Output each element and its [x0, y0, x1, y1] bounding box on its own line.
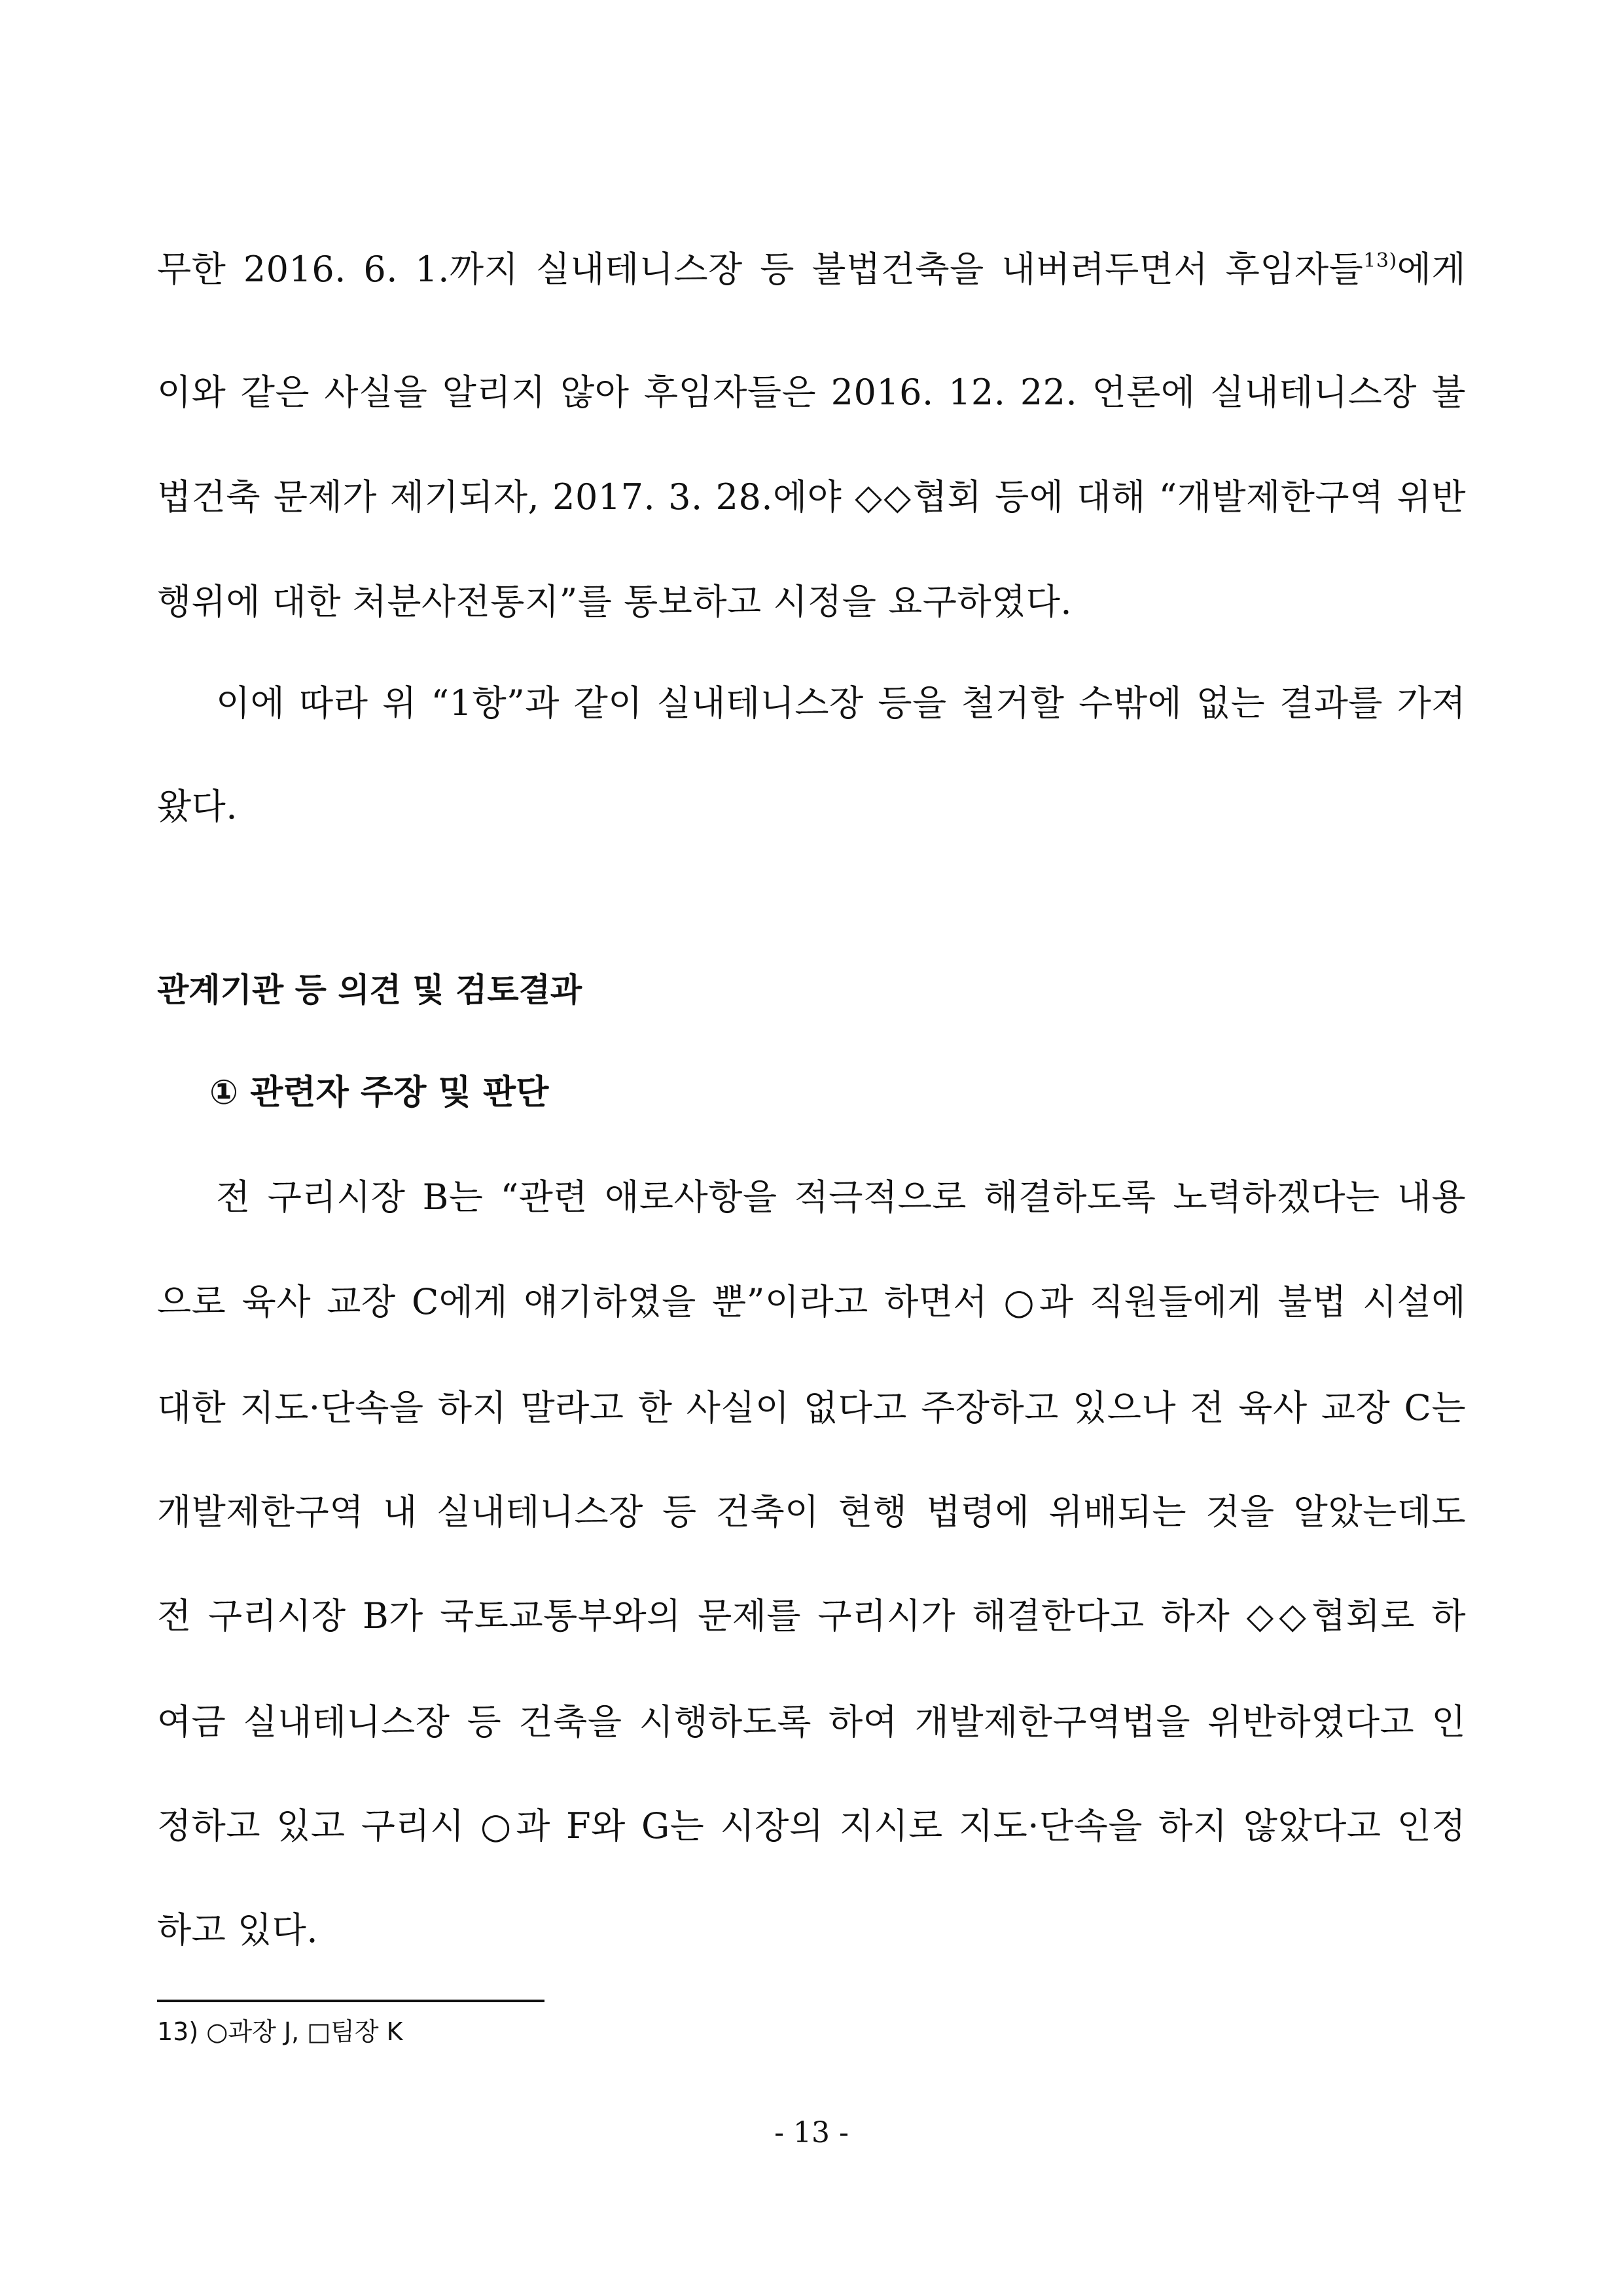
paragraph3-line7: 정하고 있고 구리시 ○과 F와 G는 시장의 지시로 지도·단속을 하지 않았다고 인정 — [157, 1805, 1466, 1846]
subheading: ① 관련자 주장 및 판단 — [209, 1073, 549, 1112]
paragraph3-line4: 개발제한구역 내 실내테니스장 등 건축이 현행 법령에 위배되는 것을 알았는데도 — [157, 1491, 1466, 1532]
paragraph1-line1-tail: 에게 — [1397, 249, 1466, 290]
footnote-13: 13) ○과장 J, □팀장 K — [157, 2017, 403, 2046]
paragraph3-line3: 대한 지도·단속을 하지 말라고 한 사실이 없다고 주장하고 있으나 전 육사 교장 C는 — [157, 1387, 1466, 1428]
paragraph2-line2: 왔다. — [157, 786, 238, 827]
paragraph3-line6: 여금 실내테니스장 등 건축을 시행하도록 하여 개발제한구역법을 위반하였다고 인 — [157, 1701, 1466, 1742]
footnote-ref-13[interactable]: 13) — [1363, 249, 1397, 272]
paragraph1-line1 — [157, 247, 1466, 292]
paragraph1-line2: 이와 같은 사실을 알리지 않아 후임자들은 2016. 12. 22. 언론에 실내테니스장 불 — [157, 372, 1466, 413]
paragraph1-line3: 법건축 문제가 제기되자, 2017. 3. 28.에야 ◇◇협회 등에 대해 “개발제한구역 위반 — [157, 476, 1466, 518]
section-heading: 관계기관 등 의견 및 검토결과 — [157, 971, 582, 1009]
paragraph1-line4: 행위에 대한 처분사전통지”를 통보하고 시정을 요구하였다. — [157, 581, 1073, 622]
paragraph1-line1-text: 무한 2016. 6. 1.까지 실내테니스장 등 불법건축을 내버려두면서 후임자들 — [157, 249, 1364, 290]
paragraph3-line5: 전 구리시장 B가 국토교통부와의 문제를 구리시가 해결한다고 하자 ◇◇협회로 하 — [157, 1595, 1466, 1636]
footnote-divider — [157, 2000, 544, 2002]
paragraph3-line2: 으로 육사 교장 C에게 얘기하였을 뿐”이라고 하면서 ○과 직원들에게 불법 시설에 — [157, 1281, 1466, 1322]
page-number: - 13 - — [774, 2116, 849, 2149]
paragraph3-line8: 하고 있다. — [157, 1909, 318, 1951]
paragraph3-line1: 전 구리시장 B는 “관련 애로사항을 적극적으로 해결하도록 노력하겠다는 내용 — [216, 1176, 1466, 1218]
paragraph2-line1: 이에 따라 위 “1항”과 같이 실내테니스장 등을 철거할 수밖에 없는 결과를 가져 — [216, 682, 1466, 724]
